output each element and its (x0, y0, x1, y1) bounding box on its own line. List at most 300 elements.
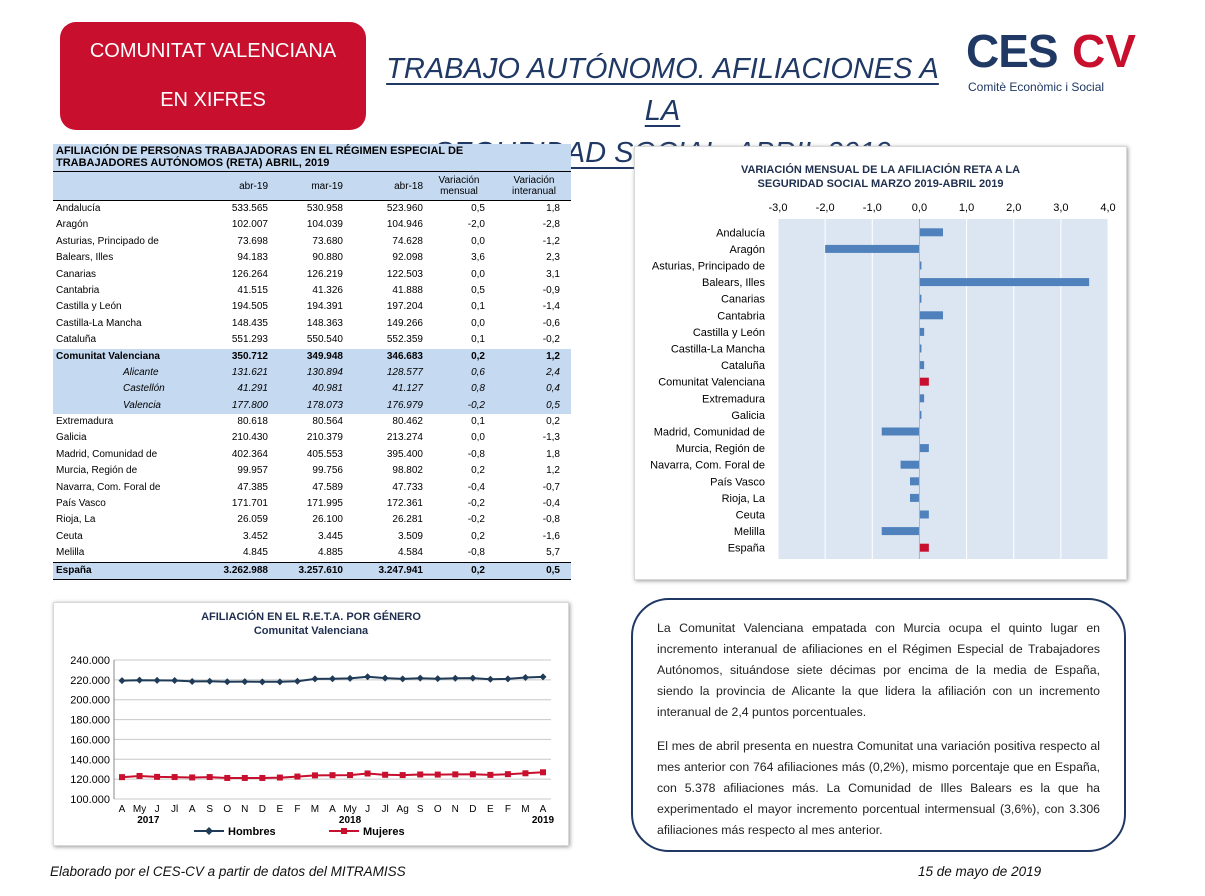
cell-mar19: 194.391 (306, 301, 343, 313)
x-tick-label: F (504, 804, 511, 815)
cell-var-interanual: 1,2 (546, 465, 560, 477)
cell-var-mensual: 3,6 (471, 252, 485, 264)
series-point (522, 770, 528, 776)
series-point (154, 774, 160, 780)
cell-mar19: 3.257.610 (298, 564, 343, 576)
series-point (487, 772, 493, 778)
cell-abr19: 402.364 (231, 448, 268, 460)
table-row (53, 299, 571, 315)
cell-var-mensual: -0,2 (467, 498, 485, 510)
cell-mar19: 104.039 (306, 219, 343, 231)
series-point (119, 677, 126, 684)
footer-source: Elaborado por el CES-CV a partir de datos del MITRAMISS (50, 864, 406, 879)
series-point (294, 678, 301, 685)
table-row (53, 283, 571, 299)
table-row (53, 316, 571, 332)
header-var-interanual-2: interanual (512, 186, 556, 197)
bar (910, 494, 919, 502)
x-tick-label: 4,0 (1100, 202, 1116, 214)
row-name: Cantabria (56, 284, 100, 296)
cell-abr19: 26.059 (237, 514, 268, 526)
cell-var-interanual: -2,8 (542, 219, 560, 231)
category-label: Asturias, Principado de (651, 260, 765, 273)
cell-var-interanual: 0,5 (546, 399, 560, 411)
series-point (241, 678, 248, 685)
x-tick-label: Jl (171, 804, 179, 815)
line-chart-title-line-1: AFILIACIÓN EN EL R.E.T.A. POR GÉNERO (201, 611, 421, 623)
cell-mar19: 178.073 (306, 399, 343, 411)
bar (919, 511, 928, 519)
cell-mar19: 349.948 (306, 350, 343, 362)
x-tick-label: -1,0 (862, 202, 882, 214)
series-point (399, 675, 406, 682)
series-point (470, 771, 476, 777)
cell-abr19: 41.515 (237, 284, 268, 296)
cell-var-mensual: 0,8 (471, 383, 485, 395)
cell-abr18: 41.127 (392, 383, 423, 395)
cell-var-interanual: -1,3 (542, 432, 560, 444)
table-title-line-2: TRABAJADORES AUTÓNOMOS (RETA) ABRIL, 2019 (56, 157, 330, 169)
cell-mar19: 90.880 (312, 252, 343, 264)
cell-abr19: 102.007 (231, 219, 268, 231)
cell-mar19: 405.553 (306, 448, 343, 460)
year-label: 2018 (338, 815, 362, 826)
x-tick-label: Jl (381, 804, 389, 815)
series-point (540, 769, 546, 775)
header-var-interanual-1: Variación (513, 175, 555, 186)
x-tick-label: Ag (396, 804, 409, 815)
row-name: España (56, 564, 92, 576)
x-tick-label: J (154, 804, 160, 815)
cell-abr18: 149.266 (386, 317, 423, 329)
cell-var-interanual: 1,8 (546, 203, 560, 214)
row-name: Castilla y León (56, 301, 122, 313)
category-label: Castilla y León (692, 326, 765, 339)
cell-abr19: 177.800 (231, 399, 268, 411)
header-var-mensual-1: Variación (438, 175, 480, 186)
cell-var-mensual: -0,2 (467, 514, 485, 526)
cell-abr19: 131.621 (231, 366, 268, 378)
y-tick-label: 240.000 (70, 655, 110, 667)
x-tick-label: J (365, 804, 371, 815)
row-name: Canarias (56, 268, 97, 280)
cell-abr19: 4.845 (242, 547, 268, 559)
category-label: Galicia (731, 409, 765, 422)
cell-var-mensual: 0,2 (471, 564, 485, 576)
affiliation-table (53, 144, 571, 580)
cell-var-mensual: 0,0 (471, 432, 485, 444)
cell-abr19: 99.957 (237, 465, 268, 477)
series-point (435, 772, 441, 778)
table-row (53, 250, 571, 266)
bar (919, 378, 928, 386)
series-point (224, 678, 231, 685)
cell-var-mensual: 0,1 (471, 334, 485, 346)
badge-line-1: COMUNITAT VALENCIANA (89, 40, 337, 62)
y-tick-label: 120.000 (70, 774, 110, 787)
bar-chart-title-line-2: SEGURIDAD SOCIAL MARZO 2019-ABRIL 2019 (757, 178, 1004, 190)
cell-mar19: 47.589 (312, 481, 343, 493)
cell-abr19: 551.293 (231, 334, 268, 346)
table-row (53, 332, 571, 348)
cell-mar19: 99.756 (312, 465, 343, 477)
cell-var-interanual: -0,7 (542, 481, 560, 493)
series-point (277, 775, 283, 781)
cell-abr19: 126.264 (231, 268, 268, 280)
x-tick-label: S (206, 804, 214, 815)
cell-abr19: 3.262.988 (223, 564, 268, 576)
series-point (347, 675, 354, 682)
table-row (53, 349, 571, 365)
category-label: España (727, 542, 765, 555)
x-tick-label: My (343, 804, 357, 815)
header-abr18: abr-18 (394, 181, 423, 192)
x-tick-label: O (433, 804, 442, 815)
series-point (417, 771, 423, 777)
table-row (53, 512, 571, 528)
y-tick-label: 200.000 (70, 694, 110, 707)
cell-mar19: 40.981 (312, 383, 343, 395)
series-point (365, 770, 371, 776)
table-row (53, 430, 571, 446)
row-name: Rioja, La (56, 514, 96, 526)
x-tick-label: A (188, 804, 196, 815)
cell-var-mensual: 0,2 (471, 465, 485, 477)
y-tick-label: 140.000 (70, 754, 110, 767)
logo-subtitle: Comitè Econòmic i Social (968, 80, 1105, 94)
series-point (487, 676, 494, 683)
row-name: Ceuta (56, 530, 83, 542)
series-point (382, 772, 388, 778)
series-point (189, 774, 195, 780)
cell-mar19: 126.219 (306, 268, 343, 280)
category-label: Balears, Illes (702, 277, 765, 290)
cell-abr19: 210.430 (231, 432, 268, 444)
series-point (259, 775, 265, 781)
cell-abr18: 26.281 (392, 514, 423, 526)
x-tick-label: M (521, 804, 530, 815)
cell-abr18: 122.503 (386, 268, 423, 280)
summary-textbox (631, 598, 1126, 852)
cell-abr19: 41.291 (237, 383, 268, 395)
cell-var-interanual: -0,9 (542, 284, 560, 296)
cell-abr18: 523.960 (386, 203, 423, 214)
x-tick-label: D (469, 804, 477, 815)
legend-label: Mujeres (363, 826, 405, 838)
cell-abr19: 350.712 (231, 350, 268, 362)
cell-abr19: 73.698 (237, 235, 268, 247)
cell-var-interanual: 2,3 (546, 252, 560, 264)
series-point (329, 675, 336, 682)
x-tick-label: 3,0 (1053, 202, 1069, 214)
cell-abr18: 74.628 (392, 235, 423, 247)
header-var-mensual (425, 175, 493, 197)
row-name: Madrid, Comunidad de (56, 448, 158, 460)
bar (901, 461, 920, 469)
series-point (154, 677, 161, 684)
line-chart-title-line-2: Comunitat Valenciana (253, 625, 369, 637)
row-name: Melilla (56, 547, 85, 559)
cell-mar19: 3.445 (317, 530, 343, 542)
cell-var-mensual: 0,5 (471, 284, 485, 296)
table-row (53, 234, 571, 250)
series-point (469, 675, 476, 682)
cell-var-mensual: 0,0 (471, 268, 485, 280)
series-point (242, 775, 248, 781)
series-point (434, 675, 441, 682)
bar (825, 245, 919, 253)
cell-var-interanual: 0,5 (546, 564, 560, 576)
row-name: Aragón (56, 219, 89, 231)
series-point (452, 675, 459, 682)
table-row (53, 562, 571, 580)
category-label: Cantabria (717, 310, 765, 323)
cell-abr18: 3.247.941 (378, 564, 423, 576)
monthly-variation-chart (634, 146, 1127, 580)
cell-var-interanual: 2,4 (546, 366, 560, 378)
logo-ces: CES (966, 25, 1058, 77)
table-row (53, 217, 571, 233)
cell-abr18: 395.400 (386, 448, 423, 460)
cell-abr18: 3.509 (397, 530, 423, 542)
plot-area (778, 219, 1108, 559)
table-row (53, 480, 571, 496)
bar (882, 527, 920, 535)
cell-abr18: 92.098 (392, 252, 423, 264)
cell-mar19: 210.379 (306, 432, 343, 444)
table-row (53, 398, 571, 414)
legend-marker (341, 828, 347, 834)
cell-var-interanual: -0,4 (542, 498, 560, 510)
table-row (53, 381, 571, 397)
x-tick-label: N (241, 804, 249, 815)
cell-abr18: 213.274 (386, 432, 423, 444)
cell-var-interanual: -0,2 (542, 334, 560, 346)
cell-abr18: 128.577 (386, 366, 423, 378)
x-tick-label: A (329, 804, 336, 815)
category-label: Andalucía (716, 227, 765, 240)
cell-mar19: 80.564 (312, 416, 343, 428)
table-row (53, 463, 571, 479)
cell-abr19: 533.565 (231, 203, 268, 214)
x-tick-label: A (539, 804, 547, 815)
series-point (400, 772, 406, 778)
row-name: Castilla-La Mancha (56, 317, 142, 329)
cell-abr18: 172.361 (386, 498, 423, 510)
logo-cv: CV (1072, 25, 1136, 77)
series-point (452, 771, 458, 777)
year-label: 2019 (531, 815, 555, 826)
cell-mar19: 41.326 (312, 284, 343, 296)
cell-mar19: 130.894 (306, 366, 343, 378)
bar (919, 444, 928, 452)
bar-chart-title-line-1: VARIACIÓN MENSUAL DE LA AFILIACIÓN RETA A LA (740, 164, 1021, 176)
cell-abr19: 94.183 (237, 252, 268, 264)
bar (882, 428, 920, 436)
title-line-1: TRABAJO AUTÓNOMO. AFILIACIONES A LA (386, 53, 939, 127)
x-tick-label: S (416, 804, 424, 815)
row-name: Andalucía (56, 203, 101, 214)
series-point (417, 675, 424, 682)
row-name: Cataluña (56, 334, 97, 346)
cell-var-mensual: 0,0 (471, 235, 485, 247)
row-name: Comunitat Valenciana (56, 350, 160, 362)
row-name: Navarra, Com. Foral de (56, 481, 161, 493)
header-mar19: mar-19 (311, 181, 343, 192)
cell-var-mensual: 0,2 (471, 350, 485, 362)
series-point (312, 772, 318, 778)
row-name: Alicante (123, 366, 159, 378)
category-label: Comunitat Valenciana (658, 376, 765, 389)
cell-var-mensual: -0,8 (467, 448, 485, 460)
cell-var-mensual: -0,4 (467, 481, 485, 493)
cell-var-mensual: 0,6 (471, 366, 485, 378)
legend-label: Hombres (228, 826, 276, 838)
badge-line-2: EN XIFRES (160, 89, 266, 111)
category-label: Castilla-La Mancha (670, 343, 765, 356)
y-tick-label: 180.000 (70, 714, 110, 727)
cell-abr18: 4.584 (397, 547, 423, 559)
cell-var-mensual: 0,2 (471, 530, 485, 542)
cell-var-interanual: -1,2 (542, 235, 560, 247)
series-point (364, 673, 371, 680)
y-tick-label: 160.000 (70, 734, 110, 747)
x-tick-label: 2,0 (1006, 202, 1022, 214)
ces-cv-logo (962, 24, 1136, 96)
cell-abr19: 47.385 (237, 481, 268, 493)
cell-var-mensual: -0,8 (467, 547, 485, 559)
cell-var-interanual: -0,6 (542, 317, 560, 329)
table-row (53, 414, 571, 430)
category-label: Madrid, Comunidad de (653, 426, 765, 439)
header-var-interanual (500, 175, 568, 197)
cell-mar19: 148.363 (306, 317, 343, 329)
series-point (347, 772, 353, 778)
cell-abr19: 3.452 (242, 530, 268, 542)
y-tick-label: 220.000 (70, 674, 110, 687)
series-point (330, 772, 336, 778)
x-tick-label: O (223, 804, 232, 815)
cell-var-mensual: 0,5 (471, 203, 485, 214)
cell-var-interanual: -1,4 (542, 301, 560, 313)
series-point (382, 675, 389, 682)
cell-mar19: 4.885 (317, 547, 343, 559)
cell-mar19: 530.958 (306, 203, 343, 214)
bar-chart-svg (635, 147, 1126, 579)
cell-var-interanual: 0,2 (546, 416, 560, 428)
cell-var-mensual: -0,2 (467, 399, 485, 411)
cell-abr19: 148.435 (231, 317, 268, 329)
series-point (171, 677, 178, 684)
series-point (294, 774, 300, 780)
x-tick-label: M (310, 804, 320, 815)
table-title-line-1: AFILIACIÓN DE PERSONAS TRABAJADORAS EN EL RÉGIMEN ESPECIAL DE (56, 145, 464, 157)
header-abr19: abr-19 (239, 181, 268, 192)
cell-mar19: 73.680 (312, 235, 343, 247)
category-label: Rioja, La (721, 492, 765, 505)
cell-abr18: 47.733 (392, 481, 423, 493)
footer-date: 15 de mayo de 2019 (918, 864, 1042, 879)
header-var-mensual-2: mensual (440, 186, 478, 197)
table-row (53, 201, 571, 217)
table-header (53, 171, 571, 201)
table-row (53, 447, 571, 463)
series-point (504, 675, 511, 682)
series-point (207, 774, 213, 780)
cell-abr18: 552.359 (386, 334, 423, 346)
x-tick-label: My (132, 804, 147, 815)
bar (910, 477, 919, 485)
row-name: Extremadura (56, 416, 114, 428)
row-name: Galicia (56, 432, 87, 444)
series-point (505, 771, 511, 777)
year-label: 2017 (137, 815, 160, 826)
category-label: Aragón (729, 243, 765, 256)
row-name: País Vasco (56, 498, 106, 510)
cell-var-interanual: -0,8 (542, 514, 560, 526)
x-tick-label: A (118, 804, 126, 815)
cell-var-interanual: 3,1 (546, 268, 560, 280)
row-name: Castellón (123, 383, 165, 395)
bar (919, 311, 943, 319)
cell-var-interanual: 5,7 (546, 547, 560, 559)
x-tick-label: N (451, 804, 459, 815)
category-label: Cataluña (720, 360, 765, 373)
x-tick-label: E (487, 804, 494, 815)
cell-mar19: 550.540 (306, 334, 343, 346)
table-row (53, 267, 571, 283)
series-point (137, 773, 143, 779)
category-label: Ceuta (735, 509, 765, 522)
table-row (53, 496, 571, 512)
cell-var-mensual: 0,0 (471, 317, 485, 329)
series-point (206, 678, 213, 685)
header-badge (60, 22, 366, 130)
x-tick-label: -3,0 (768, 202, 788, 214)
cell-var-interanual: 0,4 (546, 383, 560, 395)
legend-marker (205, 827, 213, 835)
summary-paragraph-1: La Comunitat Valenciana empatada con Murcia ocupa el quinto lugar en incremento interanual de afiliaciones en el Régimen Especial de Trabajadores Autónomos, situándose siete décimas por encima de la media de España, siendo la provincia de Alicante la que lidera la afiliación con un incremento interanual de 2,4 puntos porcentuales. (657, 621, 1100, 719)
table-row (53, 545, 571, 561)
bar (919, 328, 924, 336)
table-row (53, 365, 571, 381)
cell-abr19: 194.505 (231, 301, 268, 313)
table-row (53, 529, 571, 545)
cell-abr18: 80.462 (392, 416, 423, 428)
cell-abr19: 171.701 (231, 498, 268, 510)
category-label: Extremadura (702, 393, 765, 406)
x-tick-label: -2,0 (815, 202, 835, 214)
gender-affiliation-chart (53, 602, 569, 846)
cell-var-mensual: 0,1 (471, 416, 485, 428)
cell-abr18: 104.946 (386, 219, 423, 231)
line-chart-svg (54, 603, 568, 845)
category-label: País Vasco (710, 476, 765, 489)
category-label: Navarra, Com. Foral de (650, 459, 765, 472)
summary-paragraph-2: El mes de abril presenta en nuestra Comunitat una variación positiva respecto al mes anterior con 764 afiliaciones más (0,2%), mismo porcentaje que en España, con 5.378 afiliaciones más. La Comunidad de Illes Balears es la que ha experimentado el mayor incremento porcentual intermensual (3,6%), con 3.306 afiliaciones más respecto al mes anterior. (657, 739, 1100, 837)
bar (919, 278, 1089, 286)
x-tick-label: 0,0 (911, 202, 928, 214)
cell-abr18: 197.204 (386, 301, 423, 313)
x-tick-label: F (294, 804, 301, 815)
category-label: Melilla (733, 526, 765, 539)
series-point (540, 673, 547, 680)
x-tick-label: 1,0 (958, 202, 975, 214)
table-title (53, 144, 571, 171)
category-label: Murcia, Región de (675, 443, 765, 456)
table-body (53, 201, 571, 580)
cell-abr18: 98.802 (392, 465, 423, 477)
